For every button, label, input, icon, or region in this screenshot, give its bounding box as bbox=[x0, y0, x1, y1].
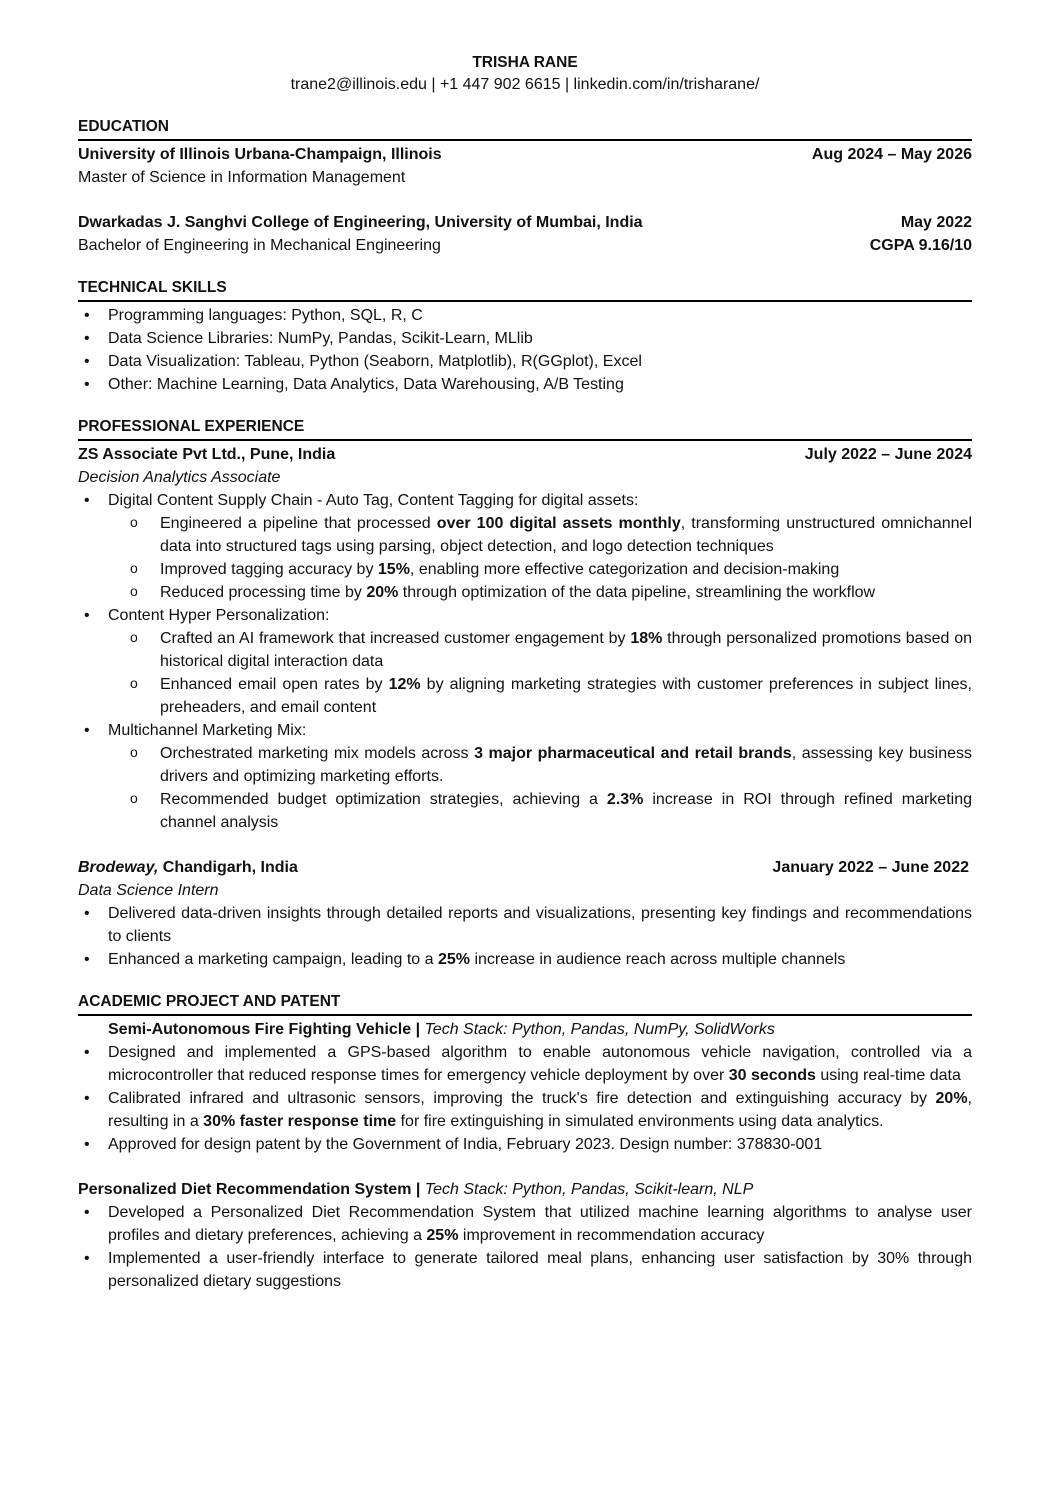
job-bullets bbox=[78, 902, 972, 971]
list-item: • Delivered data-driven insights through detailed reports and visualizations, presenting key findings and recommendations to clients bbox=[78, 902, 972, 948]
job-date: January 2022 – June 2022 bbox=[772, 859, 969, 876]
list-item: • Programming languages: Python, SQL, R, C bbox=[78, 304, 972, 327]
project-bullets bbox=[78, 1041, 972, 1156]
education-date: May 2022 bbox=[900, 214, 972, 231]
sub-list-item: o Engineered a pipeline that processed over 100 digital assets monthly, transforming unstructured omnichannel data into structured tags using parsing, object detection, and logo detection techniques bbox=[78, 512, 972, 558]
list-item: • Digital Content Supply Chain - Auto Tag, Content Tagging for digital assets: bbox=[78, 489, 972, 512]
list-item: • Enhanced a marketing campaign, leading to a 25% increase in audience reach across multiple channels bbox=[78, 948, 972, 971]
education-entry bbox=[78, 211, 972, 234]
list-item: • Data Visualization: Tableau, Python (Seaborn, Matplotlib), R(GGplot), Excel bbox=[78, 350, 972, 373]
school-name: University of Illinois Urbana-Champaign, Illinois bbox=[78, 146, 442, 163]
list-item: • Calibrated infrared and ultrasonic sensors, improving the truck's fire detection and extinguishing accuracy by 20%, resulting in a 30% faster response time for fire extinguishing in simulated environments using data analytics. bbox=[78, 1087, 972, 1133]
sub-list-item: o Enhanced email open rates by 12% by aligning marketing strategies with customer preferences in subject lines, preheaders, and email content bbox=[78, 673, 972, 719]
projects-section bbox=[78, 991, 972, 1293]
list-item: • Designed and implemented a GPS-based algorithm to enable autonomous vehicle navigation, controlled via a microcontroller that reduced response times for emergency vehicle deployment by over 30 seconds using real-time data bbox=[78, 1041, 972, 1087]
section-title-experience: PROFESSIONAL EXPERIENCE bbox=[78, 416, 972, 441]
list-item: • Content Hyper Personalization: bbox=[78, 604, 972, 627]
experience-section bbox=[78, 416, 972, 971]
job-role: Decision Analytics Associate bbox=[78, 469, 281, 486]
section-title-education: EDUCATION bbox=[78, 116, 972, 141]
education-section bbox=[78, 116, 972, 257]
list-item: • Multichannel Marketing Mix: bbox=[78, 719, 972, 742]
degree-name: Master of Science in Information Management bbox=[78, 169, 406, 186]
skills-section bbox=[78, 277, 972, 396]
list-item: • Data Science Libraries: NumPy, Pandas, Scikit-Learn, MLlib bbox=[78, 327, 972, 350]
job-bullets bbox=[78, 489, 972, 834]
company-name: ZS Associate Pvt Ltd., Pune, India bbox=[78, 446, 336, 463]
contact-line: trane2@illinois.edu | +1 447 902 6615 | linkedin.com/in/trisharane/ bbox=[290, 76, 760, 93]
list-item: • Implemented a user-friendly interface to generate tailored meal plans, enhancing user satisfaction by 30% through personalized dietary suggestions bbox=[78, 1247, 972, 1293]
job-header bbox=[78, 856, 972, 879]
job-role: Data Science Intern bbox=[78, 882, 219, 899]
candidate-name: TRISHA RANE bbox=[472, 54, 578, 71]
school-name: Dwarkadas J. Sanghvi College of Engineering, University of Mumbai, India bbox=[78, 214, 643, 231]
cgpa: CGPA 9.16/10 bbox=[869, 237, 972, 254]
job-header bbox=[78, 443, 972, 466]
job-date: July 2022 – June 2024 bbox=[804, 446, 972, 463]
company-name: Brodeway, Chandigarh, India bbox=[78, 859, 298, 876]
skills-list bbox=[78, 304, 972, 396]
sub-list-item: o Reduced processing time by 20% through optimization of the data pipeline, streamlining the workflow bbox=[78, 581, 972, 604]
sub-list-item: o Crafted an AI framework that increased customer engagement by 18% through personalized promotions based on historical digital interaction data bbox=[78, 627, 972, 673]
sub-list-item: o Orchestrated marketing mix models across 3 major pharmaceutical and retail brands, assessing key business drivers and optimizing marketing efforts. bbox=[78, 742, 972, 788]
sub-list-item: o Recommended budget optimization strategies, achieving a 2.3% increase in ROI through refined marketing channel analysis bbox=[78, 788, 972, 834]
section-title-projects: ACADEMIC PROJECT AND PATENT bbox=[78, 991, 972, 1016]
sub-list-item: o Improved tagging accuracy by 15%, enabling more effective categorization and decision-making bbox=[78, 558, 972, 581]
project-title: Semi-Autonomous Fire Fighting Vehicle | Tech Stack: Python, Pandas, NumPy, SolidWorks bbox=[108, 1021, 775, 1038]
project-title: Personalized Diet Recommendation System | Tech Stack: Python, Pandas, Scikit-learn, NLP bbox=[78, 1181, 754, 1198]
list-item: • Approved for design patent by the Government of India, February 2023. Design number: 378830-001 bbox=[78, 1133, 972, 1156]
list-item: • Other: Machine Learning, Data Analytics, Data Warehousing, A/B Testing bbox=[78, 373, 972, 396]
degree-name: Bachelor of Engineering in Mechanical Engineering bbox=[78, 237, 441, 254]
education-entry bbox=[78, 143, 972, 166]
section-title-skills: TECHNICAL SKILLS bbox=[78, 277, 972, 302]
list-item: • Developed a Personalized Diet Recommendation System that utilized machine learning algorithms to analyse user profiles and dietary preferences, achieving a 25% improvement in recommendation accuracy bbox=[78, 1201, 972, 1247]
degree-row bbox=[78, 234, 972, 257]
project-bullets bbox=[78, 1201, 972, 1293]
education-date: Aug 2024 – May 2026 bbox=[811, 146, 972, 163]
